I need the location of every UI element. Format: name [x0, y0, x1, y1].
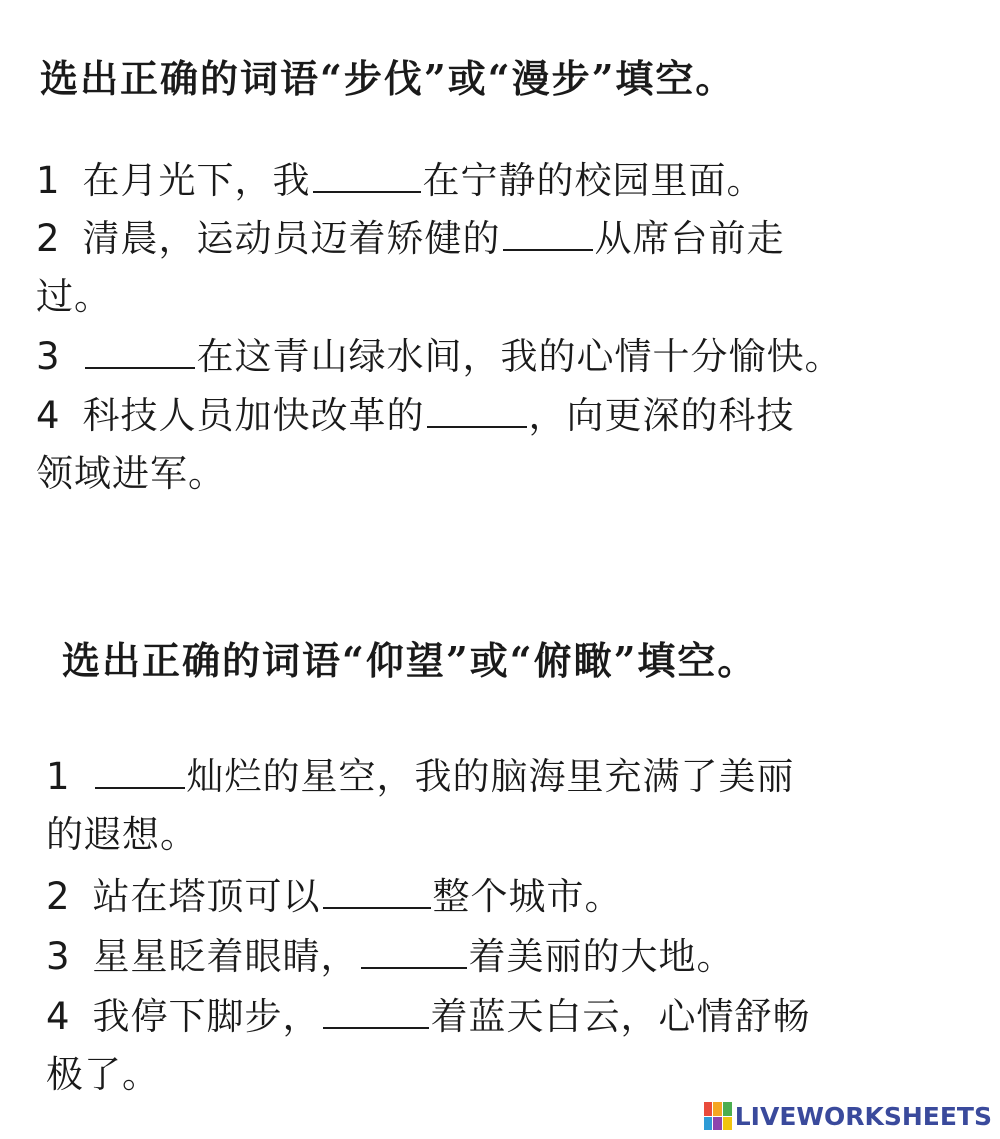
section-1-question-1 — [36, 152, 765, 210]
question-number: 3 — [36, 335, 61, 378]
section-1-question-2 — [36, 210, 785, 326]
question-number: 2 — [36, 217, 61, 260]
section-2-question-4 — [46, 988, 811, 1104]
section-1-heading: 选出正确的词语“步伐”或“漫步”填空。 — [40, 56, 736, 101]
question-number: 4 — [46, 995, 71, 1038]
mark-square — [704, 1117, 713, 1131]
answer-blank[interactable] — [95, 751, 185, 789]
section-2-question-2 — [46, 868, 623, 926]
question-text-continuation: 过。 — [36, 275, 112, 318]
question-text-after: 着蓝天白云，心情舒畅 — [430, 995, 811, 1038]
answer-blank[interactable] — [313, 155, 421, 193]
liveworksheets-mark-icon — [704, 1102, 732, 1130]
question-text-before: 我停下脚步， — [92, 995, 321, 1038]
answer-blank[interactable] — [361, 931, 467, 969]
question-number: 3 — [46, 935, 71, 978]
mark-square — [723, 1102, 732, 1116]
answer-blank[interactable] — [323, 871, 431, 909]
question-number: 2 — [46, 875, 71, 918]
question-text-before: 在月光下，我 — [82, 159, 311, 202]
question-number: 1 — [36, 159, 61, 202]
answer-blank[interactable] — [427, 390, 527, 428]
mark-square — [704, 1102, 713, 1116]
question-text-after: 整个城市。 — [432, 875, 623, 918]
answer-blank[interactable] — [323, 991, 429, 1029]
question-text-after: 灿烂的星空，我的脑海里充满了美丽 — [186, 755, 795, 798]
question-text-before: 清晨，运动员迈着矫健的 — [82, 217, 501, 260]
question-text-continuation: 极了。 — [46, 1053, 160, 1096]
question-text-after: 在这青山绿水间，我的心情十分愉快。 — [196, 335, 843, 378]
question-text-after: ，向更深的科技 — [528, 394, 795, 437]
answer-blank[interactable] — [85, 331, 195, 369]
answer-blank[interactable] — [503, 213, 593, 251]
mark-square — [723, 1117, 732, 1131]
question-number: 1 — [46, 755, 71, 798]
liveworksheets-logo — [704, 1099, 992, 1133]
mark-square — [713, 1102, 722, 1116]
section-2-question-3 — [46, 928, 735, 986]
question-text-before: 站在塔顶可以 — [92, 875, 321, 918]
question-text-after: 着美丽的大地。 — [468, 935, 735, 978]
question-text-after: 从席台前走 — [594, 217, 785, 260]
question-text-before: 科技人员加快改革的 — [82, 394, 425, 437]
question-text-after: 在宁静的校园里面。 — [422, 159, 765, 202]
section-2-heading: 选出正确的词语“仰望”或“俯瞰”填空。 — [62, 638, 758, 683]
question-text-continuation: 的遐想。 — [46, 813, 198, 856]
question-text-before: 星星眨着眼睛， — [92, 935, 359, 978]
question-number: 4 — [36, 394, 61, 437]
section-2-question-1 — [46, 748, 795, 864]
section-1-question-3 — [36, 328, 843, 386]
liveworksheets-wordmark: LIVEWORKSHEETS — [734, 1101, 992, 1131]
question-text-continuation: 领域进军。 — [36, 452, 226, 495]
mark-square — [713, 1117, 722, 1131]
section-1-question-4 — [36, 387, 795, 503]
